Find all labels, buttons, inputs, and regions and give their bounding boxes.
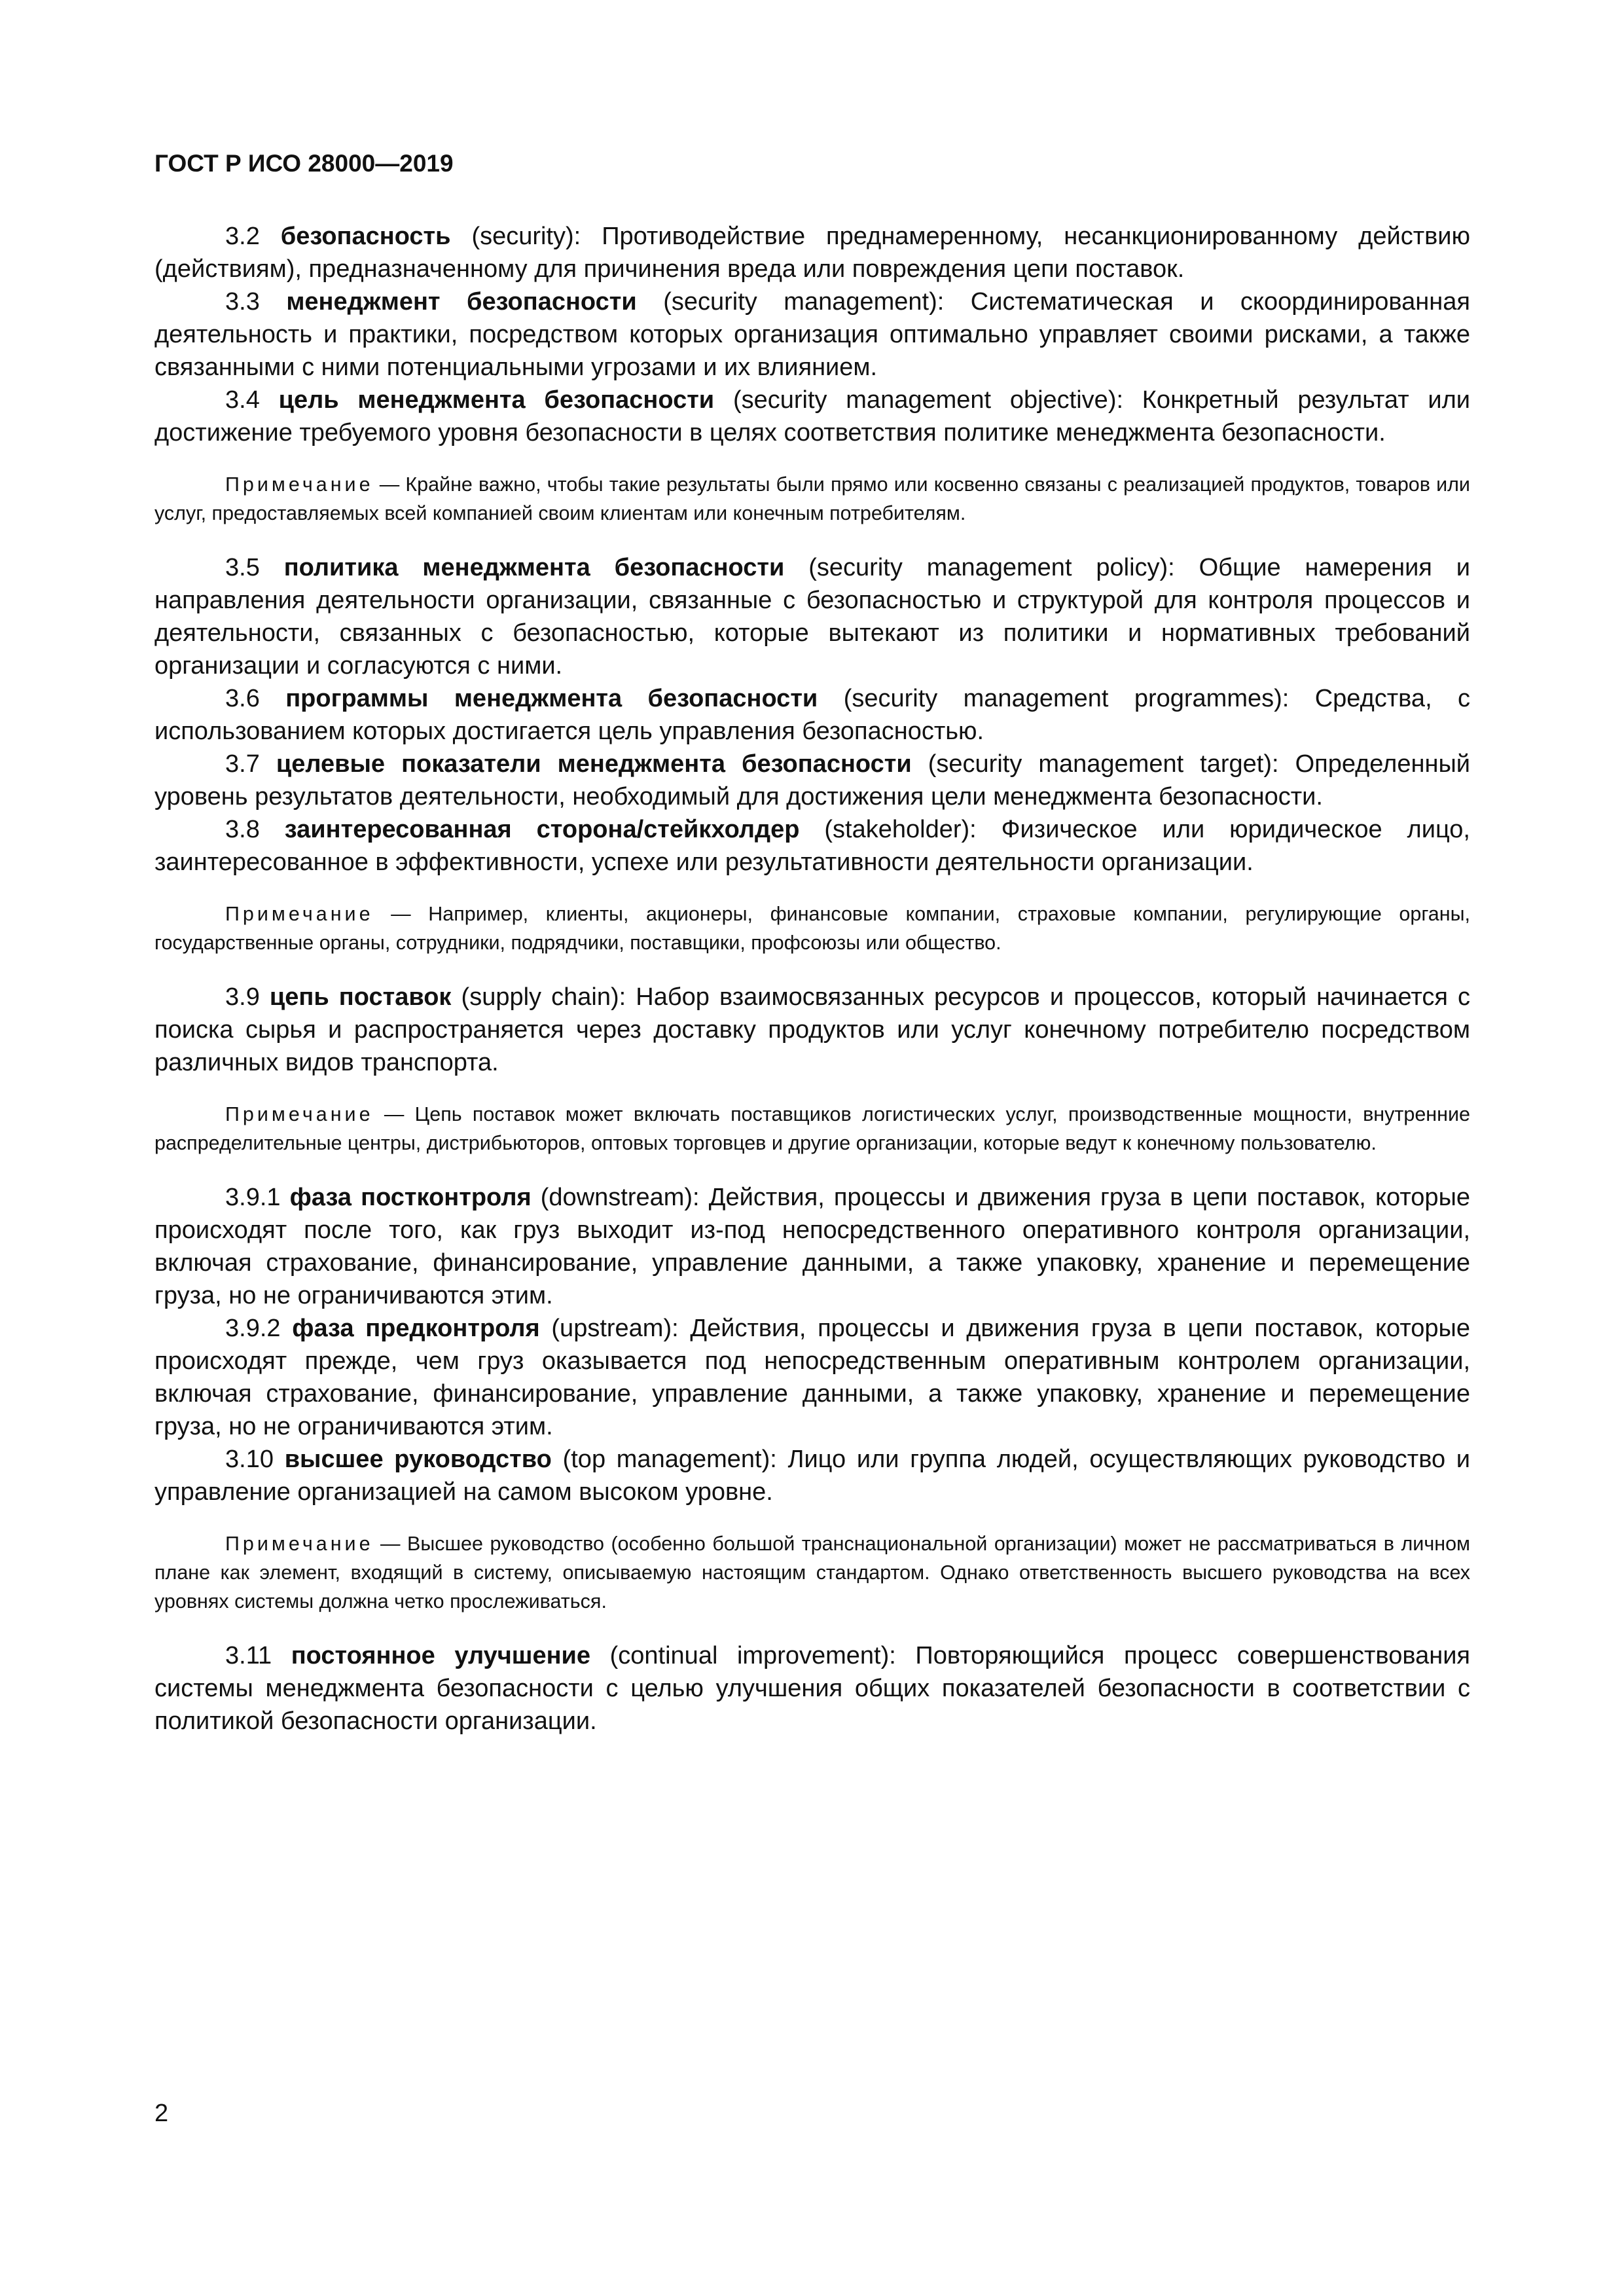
term-definition [154, 384, 1470, 449]
term-english: (security): [471, 223, 581, 250]
term-text: Физическое или юридическое лицо, заинтересованное в эффективности, успехе или результативности деятельности организации. [154, 816, 1470, 876]
note-text: Крайне важно, чтобы такие результаты были прямо или косвенно связаны с реализацией продуктов, товаров или услуг, предоставляемых всей компанией своим клиентам или конечным потребителям. [154, 473, 1470, 524]
term-name: цель менеджмента безопасности [278, 386, 715, 414]
note [154, 900, 1470, 957]
term-text: Лицо или группа людей, осуществляющих руководство и управление организацией на самом высоком уровне. [154, 1446, 1471, 1506]
term-name: высшее руководство [284, 1446, 552, 1473]
term-number: 3.4 [225, 386, 260, 414]
term-text: Повторяющийся процесс совершенствования системы менеджмента безопасности с целью улучшения общих показателей безопасности в соответствии с политикой безопасности организации. [154, 1642, 1471, 1735]
note [154, 1100, 1470, 1157]
term-text: Противодействие преднамеренному, несанкционированному действию (действиям), предназначенному для причинения вреда или повреждения цепи поставок. [154, 223, 1471, 283]
term-definition [154, 1181, 1470, 1312]
term-number: 3.5 [225, 554, 260, 581]
term-definition [154, 1443, 1470, 1508]
note-text: Высшее руководство (особенно большой транснациональной организации) может не рассматриваться в личном плане как элемент, входящий в систему, описываемую настоящим стандартом. Однако ответственность высшего руководства на всех уровнях системы должна четко прослеживаться. [154, 1533, 1471, 1613]
term-number: 3.9.1 [225, 1184, 281, 1211]
term-name: безопасность [280, 223, 451, 250]
term-english: (supply chain): [461, 983, 626, 1011]
term-definition [154, 1312, 1470, 1443]
term-name: программы менеджмента безопасности [285, 685, 818, 712]
term-text: Конкретный результат или достижение требуемого уровня безопасности в целях соответствия политике менеджмента безопасности. [154, 386, 1471, 446]
term-english: (security management programmes): [843, 685, 1290, 712]
note [154, 1529, 1470, 1616]
term-definition [154, 682, 1470, 748]
term-english: (security management objective): [732, 386, 1124, 414]
term-english: (top management): [562, 1446, 777, 1473]
page-number: 2 [154, 2100, 169, 2127]
term-text: Средства, с использованием которых достигается цель управления безопасностью. [154, 685, 1471, 745]
term-english: (upstream): [551, 1315, 679, 1342]
term-number: 3.6 [225, 685, 260, 712]
term-definition [154, 285, 1470, 384]
term-english: (security management policy): [808, 554, 1175, 581]
term-name: цепь поставок [269, 983, 452, 1011]
term-number: 3.10 [225, 1446, 274, 1473]
term-number: 3.8 [225, 816, 260, 843]
term-english: (security management): [663, 288, 945, 316]
terms-section [154, 220, 1470, 1738]
note-label: Примечание [225, 1533, 374, 1555]
term-text: Систематическая и скоординированная деятельность и практики, посредством которых организация оптимально управляет своими рисками, а также связанными с ними потенциальными угрозами и их влиянием. [154, 288, 1470, 381]
term-text: Общие намерения и направления деятельности организации, связанные с безопасностью и структурой для контроля процессов и деятельности, связанных с безопасностью, которые вытекают из политики и нормативных требований организации и согласуются с ними. [154, 554, 1470, 680]
term-english: (stakeholder): [824, 816, 977, 843]
term-name: целевые показатели менеджмента безопасности [276, 750, 912, 778]
term-definition [154, 1639, 1470, 1738]
term-english: (continual improvement): [609, 1642, 896, 1669]
term-number: 3.11 [225, 1642, 272, 1669]
term-name: фаза предконтроля [292, 1315, 540, 1342]
term-name: менеджмент безопасности [286, 288, 637, 316]
term-english: (security management target): [928, 750, 1279, 778]
term-name: политика менеджмента безопасности [283, 554, 785, 581]
note [154, 470, 1470, 528]
note-label: Примечание [225, 473, 374, 496]
note-dash: — [391, 903, 411, 925]
term-name: фаза постконтроля [289, 1184, 532, 1211]
page-header-standard: ГОСТ Р ИСО 28000—2019 [154, 150, 454, 177]
term-english: (downstream): [540, 1184, 700, 1211]
term-definition [154, 220, 1470, 285]
note-label: Примечание [225, 903, 374, 925]
term-definition [154, 551, 1470, 682]
term-number: 3.9.2 [225, 1315, 281, 1342]
note-dash: — [384, 1103, 405, 1125]
term-name: заинтересованная сторона/стейкхолдер [284, 816, 800, 843]
note-text: Цепь поставок может включать поставщиков логистических услуг, производственные мощности, внутренние распределительные центры, дистрибьюторов, оптовых торговцев и другие организации, которые ведут к конечному пользователю. [154, 1103, 1470, 1154]
term-definition [154, 748, 1470, 813]
term-name: постоянное улучшение [291, 1642, 591, 1669]
term-text: Действия, процессы и движения груза в цепи поставок, которые происходят прежде, чем груз оказывается под непосредственным оперативным контролем организации, включая страхование, финансирование, управление данными, а также упаковку, хранение и перемещение груза, но не ограничиваются этим. [154, 1315, 1471, 1440]
term-number: 3.2 [225, 223, 260, 250]
term-number: 3.9 [225, 983, 260, 1011]
note-label: Примечание [225, 1103, 374, 1125]
note-dash: — [379, 473, 400, 496]
term-text: Набор взаимосвязанных ресурсов и процессов, который начинается с поиска сырья и распространяется через доставку продуктов или услуг конечному потребителю посредством различных видов транспорта. [154, 983, 1471, 1076]
note-text: Например, клиенты, акционеры, финансовые компании, страховые компании, регулирующие органы, государственные органы, сотрудники, подрядчики, поставщики, профсоюзы или общество. [154, 903, 1470, 954]
term-text: Действия, процессы и движения груза в цепи поставок, которые происходят после того, как груз выходит из-под непосредственного оперативного контроля организации, включая страхование, финансирование, управление данными, а также упаковку, хранение и перемещение груза, но не ограничиваются этим. [154, 1184, 1471, 1309]
note-dash: — [380, 1533, 401, 1555]
term-definition [154, 981, 1470, 1079]
term-text: Определенный уровень результатов деятельности, необходимый для достижения цели менеджмента безопасности. [154, 750, 1470, 811]
term-definition [154, 813, 1470, 879]
term-number: 3.7 [225, 750, 260, 778]
term-number: 3.3 [225, 288, 260, 316]
